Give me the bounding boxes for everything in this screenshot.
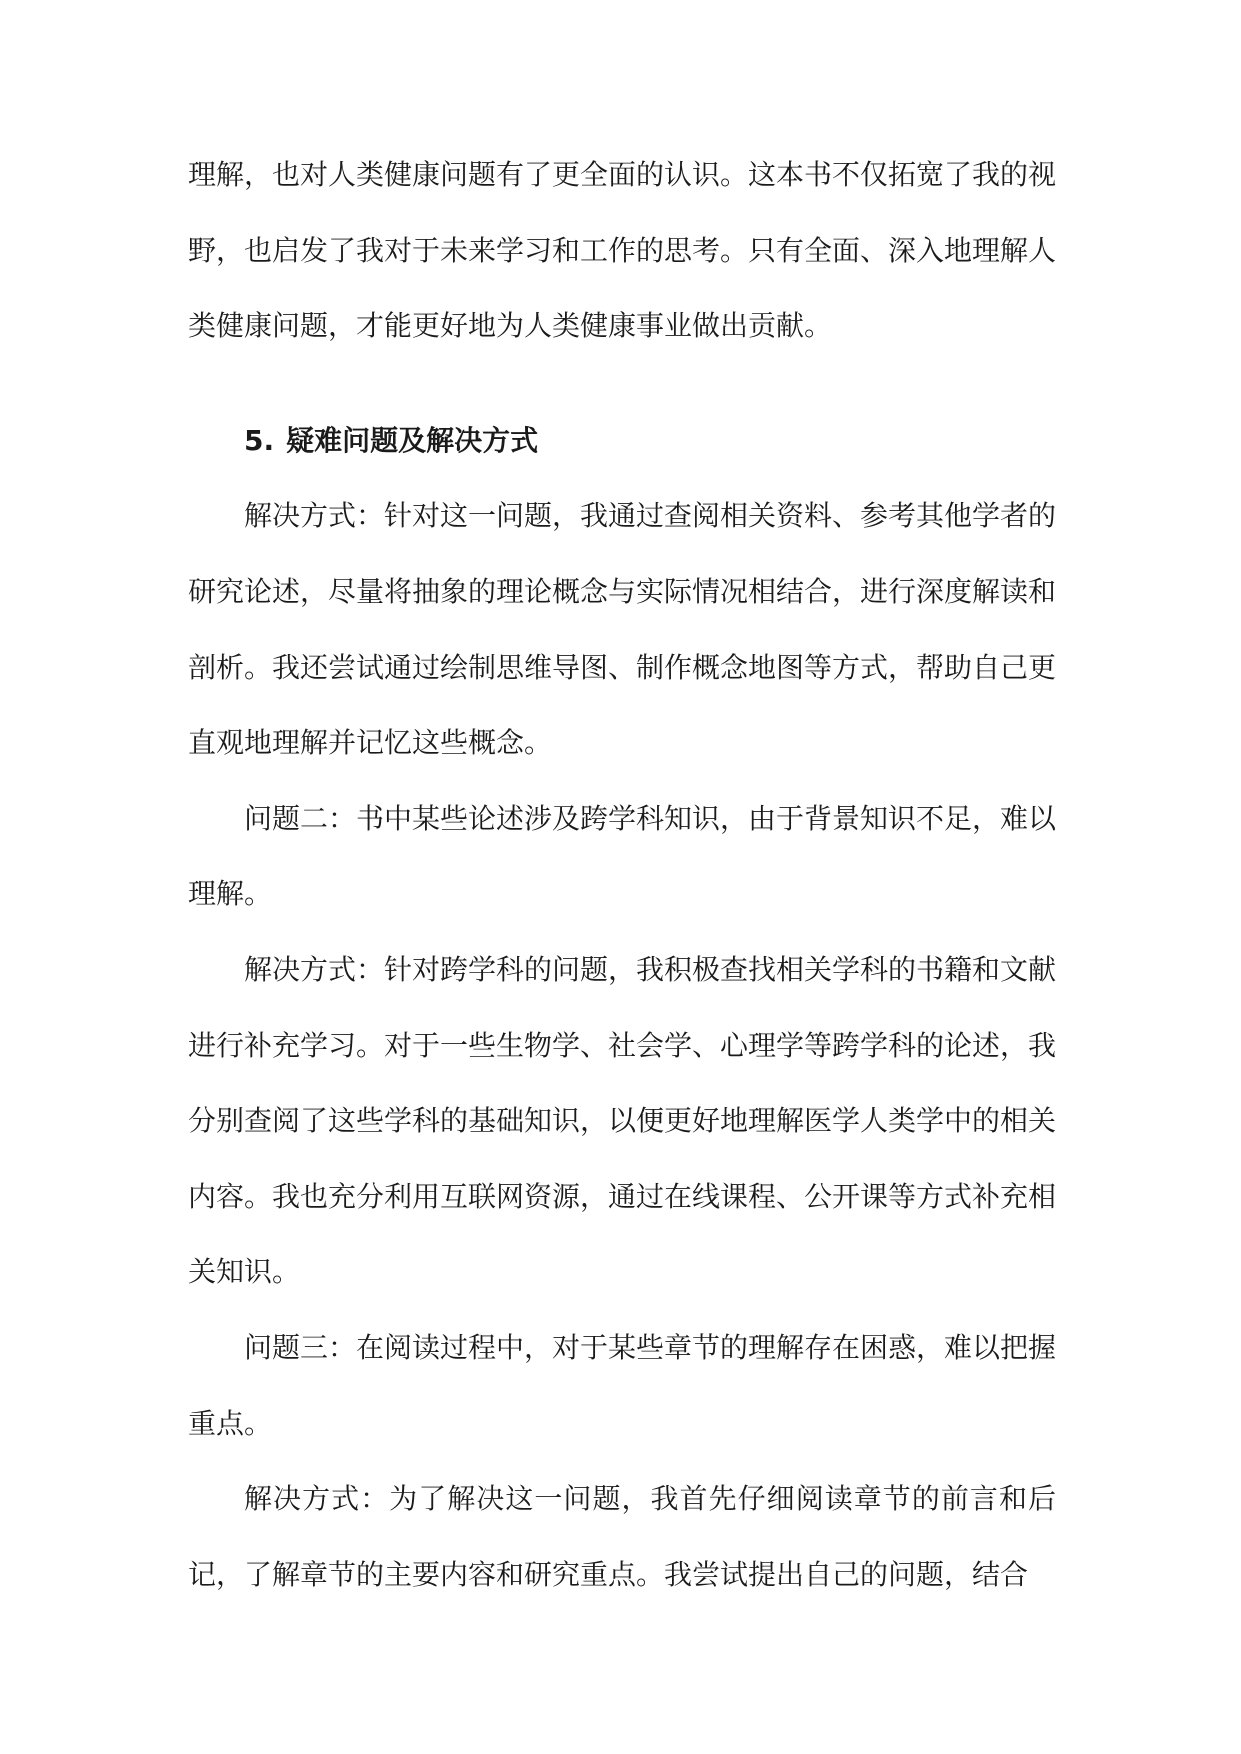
section-number: 5. [244,423,275,457]
section-title: 疑难问题及解决方式 [286,423,539,457]
paragraph-solution-3: 解决方式：为了解决这一问题，我首先仔细阅读章节的前言和后记，了解章节的主要内容和研究重点。我尝试提出自己的问题，结合 [188,1482,1056,1591]
paragraph-solution-2: 解决方式：针对跨学科的问题，我积极查找相关学科的书籍和文献进行补充学习。对于一些生物学、社会学、心理学等跨学科的论述，我分别查阅了这些学科的基础知识，以便更好地理解医学人类学中的相关内容。我也充分利用互联网资源，通过在线课程、公开课等方式补充相关知识。 [188,952,1057,1289]
document-body [188,137,1056,1612]
paragraph-continuation: 理解，也对人类健康问题有了更全面的认识。这本书不仅拓宽了我的视野，也启发了我对于未来学习和工作的思考。只有全面、深入地理解人类健康问题，才能更好地为人类健康事业做出贡献。 [188,158,1057,343]
paragraph-solution-1: 解决方式：针对这一问题，我通过查阅相关资料、参考其他学者的研究论述，尽量将抽象的理论概念与实际情况相结合，进行深度解读和剖析。我还尝试通过绘制思维导图、制作概念地图等方式，帮助自己更直观地理解并记忆这些概念。 [188,499,1057,760]
paragraph-problem-3: 问题三：在阅读过程中，对于某些章节的理解存在困惑，难以把握重点。 [188,1330,1057,1440]
paragraph-problem-2: 问题二：书中某些论述涉及跨学科知识，由于背景知识不足，难以理解。 [188,801,1057,911]
section-heading [188,403,1056,479]
